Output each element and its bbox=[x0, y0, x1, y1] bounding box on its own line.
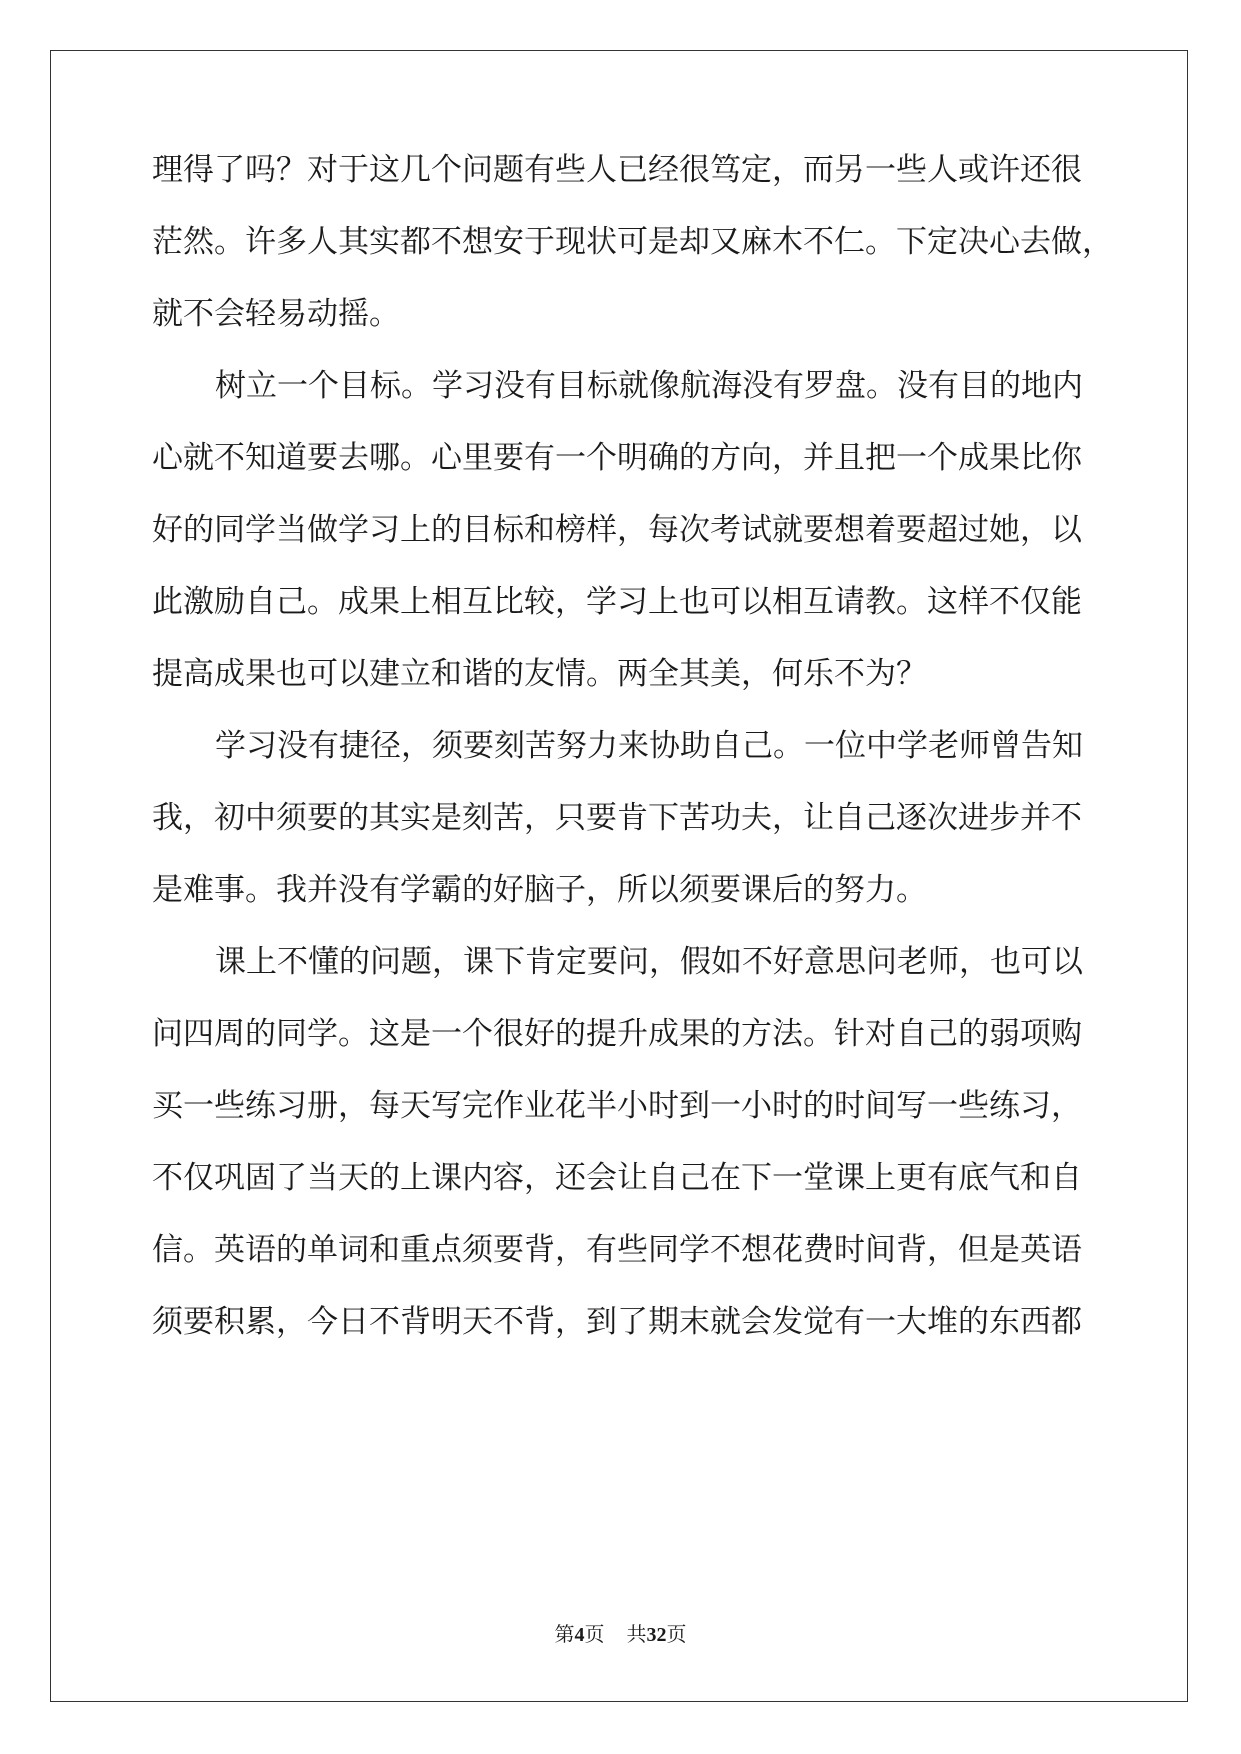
text-line: 此激励自己。成果上相互比较，学习上也可以相互请教。这样不仅能 bbox=[152, 584, 1082, 620]
text-line: 学习没有捷径，须要刻苦努力来协助自己。一位中学老师曾告知 bbox=[215, 728, 1083, 764]
text-line: 好的同学当做学习上的目标和榜样，每次考试就要想着要超过她，以 bbox=[152, 512, 1082, 548]
text-line: 买一些练习册，每天写完作业花半小时到一小时的时间写一些练习， bbox=[152, 1088, 1082, 1124]
footer-prefix: 第 bbox=[554, 1624, 575, 1646]
text-line: 提高成果也可以建立和谐的友情。两全其美，何乐不为？ bbox=[152, 656, 927, 692]
text-line: 问四周的同学。这是一个很好的提升成果的方法。针对自己的弱项购 bbox=[152, 1016, 1082, 1052]
text-line: 心就不知道要去哪。心里要有一个明确的方向，并且把一个成果比你 bbox=[152, 440, 1082, 476]
footer-page-suffix: 页 bbox=[584, 1624, 605, 1646]
text-line: 理得了吗？对于这几个问题有些人已经很笃定，而另一些人或许还很 bbox=[152, 152, 1082, 188]
footer-total-suffix: 页 bbox=[666, 1624, 687, 1646]
page-footer bbox=[0, 1618, 1241, 1647]
text-line: 我，初中须要的其实是刻苦，只要肯下苦功夫，让自己逐次进步并不 bbox=[152, 800, 1082, 836]
page-number: 4 bbox=[574, 1624, 585, 1646]
text-line: 树立一个目标。学习没有目标就像航海没有罗盘。没有目的地内 bbox=[215, 368, 1083, 404]
total-pages: 32 bbox=[646, 1624, 667, 1646]
text-line: 不仅巩固了当天的上课内容，还会让自己在下一堂课上更有底气和自 bbox=[152, 1160, 1082, 1196]
text-line: 就不会轻易动摇。 bbox=[152, 296, 400, 332]
footer-total-prefix: 共 bbox=[626, 1624, 647, 1646]
text-line: 信。英语的单词和重点须要背，有些同学不想花费时间背，但是英语 bbox=[152, 1232, 1082, 1268]
text-line: 课上不懂的问题，课下肯定要问，假如不好意思问老师，也可以 bbox=[215, 944, 1083, 980]
text-line: 茫然。许多人其实都不想安于现状可是却又麻木不仁。下定决心去做， bbox=[152, 224, 1113, 260]
text-line: 须要积累，今日不背明天不背，到了期末就会发觉有一大堆的东西都 bbox=[152, 1304, 1082, 1340]
text-line: 是难事。我并没有学霸的好脑子，所以须要课后的努力。 bbox=[152, 872, 927, 908]
